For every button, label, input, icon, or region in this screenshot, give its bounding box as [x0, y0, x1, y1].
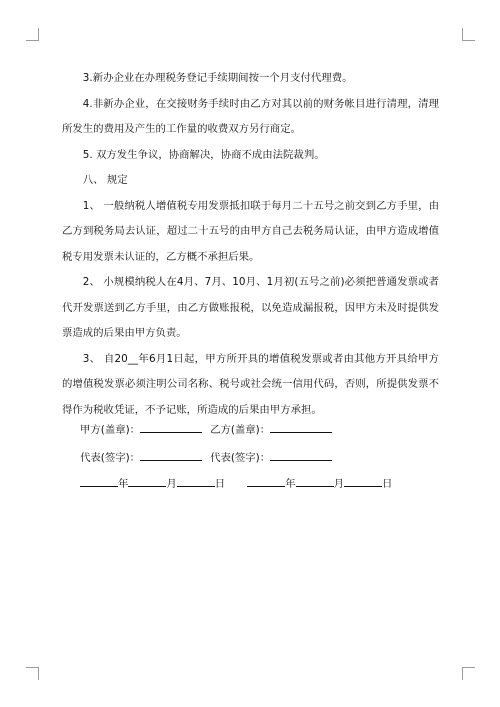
date-a-day: 日 — [214, 478, 226, 490]
date-a-day-blank — [177, 476, 215, 487]
date-b-month: 月 — [333, 478, 344, 490]
seal-row — [80, 422, 332, 437]
date-a-month: 月 — [166, 478, 177, 490]
date-b-day-blank — [344, 476, 382, 487]
date-b-year-blank — [247, 476, 285, 487]
date-b-day: 日 — [381, 478, 393, 490]
clause-3-new-enterprise: 3.新办企业在办理税务登记手续期间按一个月支付代理费。 — [82, 72, 353, 84]
clause-4-existing-enterprise: 4.非新办企业，在交接财务手续时由乙方对其以前的财务帐目进行清理，清理所发生的费用及产生的工作量的收费双方另行商定。 — [62, 97, 439, 135]
clause-5-dispute: 5. 双方发生争议，协商解决，协商不成由法院裁判。 — [82, 148, 325, 161]
date-a-year: 年 — [118, 478, 129, 490]
date-b-year: 年 — [285, 478, 296, 490]
date-a-month-blank — [128, 476, 166, 487]
rep-a-blank — [140, 450, 202, 461]
regulation-3-invoice-requirements: 3、 自20__年6月1日起，甲方所开具的增值税发票或者由其他方开具给甲方的增值税发票必须注明公司名称、税号或社会统一信用代码，否则，所提供发票不得作为税收凭证，不予记账，所造成的后果由甲方承担。 — [62, 352, 439, 416]
crop-mark-bottom-left — [26, 667, 39, 680]
regulation-2-small-scale-taxpayer: 2、 小规模纳税人在4月、7月、10月、1月初(五号之前)必须把普通发票或者代开发票送到乙方手里，由乙方做账报税，以免造成漏报税，因甲方未及时提供发票造成的后果由甲方负责。 — [62, 276, 439, 339]
party-b-seal-blank — [270, 422, 332, 433]
party-b-seal-label: 乙方(盖章)： — [210, 424, 271, 436]
signature-row — [80, 450, 332, 465]
date-b-month-blank — [296, 476, 334, 487]
date-row — [80, 476, 392, 491]
regulation-1-general-taxpayer: 1、 一般纳税人增值税专用发票抵扣联于每月二十五号之前交到乙方手里，由乙方到税务局去认证，超过二十五号的由甲方自己去税务局认证，由甲方造成增值税专用发票未认证的，乙方概不承担后果。 — [62, 199, 439, 263]
crop-mark-top-left — [26, 28, 39, 41]
crop-mark-top-right — [462, 28, 475, 41]
section-heading-regulations: 八、 规定 — [82, 174, 128, 186]
document-body — [62, 66, 439, 423]
rep-b-label: 代表(签字)： — [210, 452, 271, 464]
rep-a-label: 代表(签字)： — [80, 452, 141, 464]
party-a-seal-blank — [140, 422, 202, 433]
date-a-year-blank — [80, 476, 118, 487]
rep-b-blank — [270, 450, 332, 461]
crop-mark-bottom-right — [462, 667, 475, 680]
party-a-seal-label: 甲方(盖章)： — [80, 424, 141, 436]
